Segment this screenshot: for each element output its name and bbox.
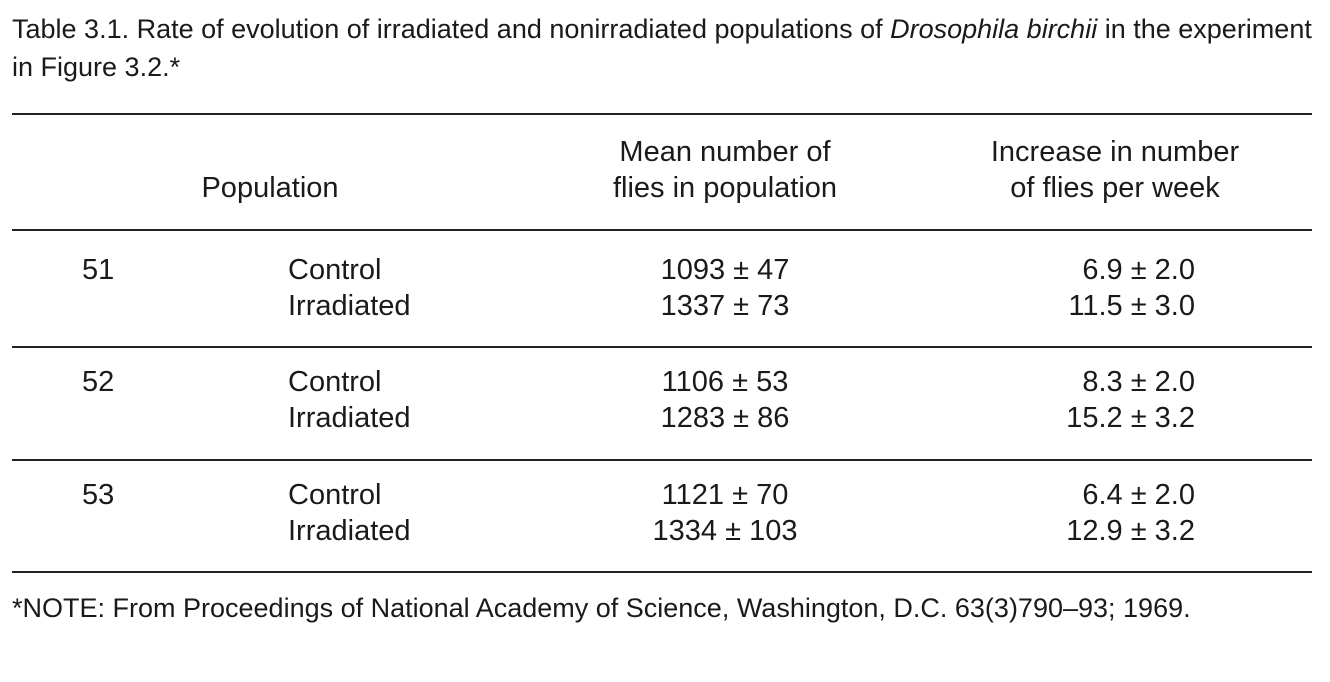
increase-value: 6.9 ± 2.0 xyxy=(1082,254,1195,286)
table-caption xyxy=(12,10,1312,86)
population-id: 51 xyxy=(82,254,115,286)
population-id: 53 xyxy=(82,479,115,511)
treatment-label: Control xyxy=(288,366,382,398)
treatment-label: Irradiated xyxy=(288,515,411,547)
group-divider-rule xyxy=(12,346,1312,348)
group-divider-rule xyxy=(12,459,1312,461)
mean-value: 1337 ± 73 xyxy=(660,290,790,322)
increase-value: 6.4 ± 2.0 xyxy=(1082,479,1195,511)
increase-value: 15.2 ± 3.2 xyxy=(1066,402,1195,434)
treatment-label: Control xyxy=(288,254,382,286)
top-rule xyxy=(12,113,1312,115)
population-id: 52 xyxy=(82,366,115,398)
column-header-increase-line1: Increase in number xyxy=(990,136,1240,168)
treatment-label: Irradiated xyxy=(288,290,411,322)
caption-species: Drosophila birchii xyxy=(890,14,1098,44)
mean-value: 1121 ± 70 xyxy=(661,479,789,511)
caption-prefix: Table 3.1. Rate of evolution of irradiated and nonirradiated populations of xyxy=(12,14,883,44)
header-rule xyxy=(12,229,1312,231)
mean-value: 1283 ± 86 xyxy=(660,402,790,434)
increase-value: 12.9 ± 3.2 xyxy=(1066,515,1195,547)
caption-suffix: in the experiment in Figure 3.2.* xyxy=(12,14,1312,82)
treatment-label: Control xyxy=(288,479,382,511)
bottom-rule xyxy=(12,571,1312,573)
mean-value: 1334 ± 103 xyxy=(652,515,798,547)
column-header-mean-line2: flies in population xyxy=(612,172,838,204)
increase-value: 11.5 ± 3.0 xyxy=(1068,290,1195,322)
increase-value: 8.3 ± 2.0 xyxy=(1082,366,1195,398)
column-header-mean-line1: Mean number of xyxy=(619,136,831,168)
mean-value: 1106 ± 53 xyxy=(661,366,789,398)
treatment-label: Irradiated xyxy=(288,402,411,434)
mean-value: 1093 ± 47 xyxy=(660,254,790,286)
column-header-population: Population xyxy=(201,172,339,204)
column-header-increase-line2: of flies per week xyxy=(1010,172,1220,204)
table-footnote: *NOTE: From Proceedings of National Academy of Science, Washington, D.C. 63(3)790–93; 1969. xyxy=(12,593,1191,623)
